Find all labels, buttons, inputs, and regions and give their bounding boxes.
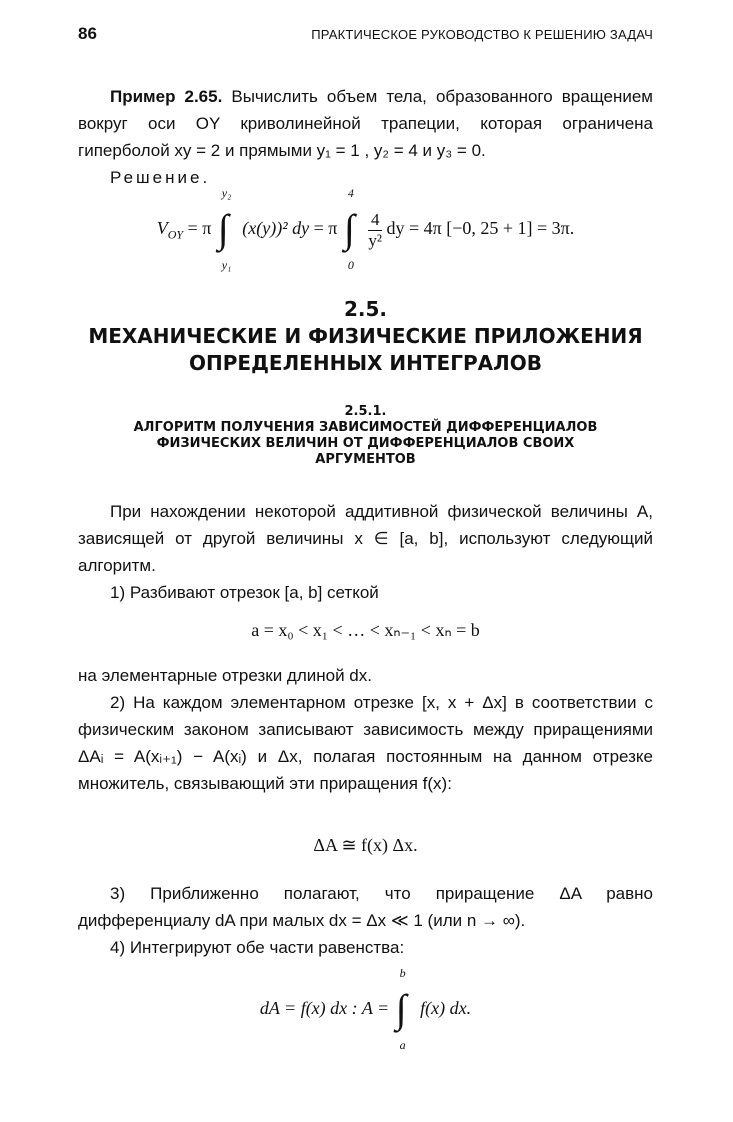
step-1: 1) Разбивают отрезок [a, b] сеткой <box>110 583 379 602</box>
volume-formula: $V_{OY} = \pi$ y₂ ∫ y₁ (x(y))² dy = π 4 ∫ 0 $\frac{4}{\text{y²}}$ dy = 4π [−0, 25 + 1] = 3π. <box>156 186 575 272</box>
body-intro: При нахождении некоторой аддитивной физической величины A, зависящей от другой величины x ∈ [a, b], используют следующий алгоритм. 1) Разбивают отрезок [a, b] сеткой <box>78 498 653 606</box>
integral-sign: y₂ ∫ y₁ <box>217 186 232 272</box>
page-header <box>78 24 653 48</box>
page-number: 86 <box>78 24 97 43</box>
delta-formula: ΔA ≅ f(x) Δx. <box>313 835 418 855</box>
integral-sign: 4 ∫ 0 <box>343 186 355 272</box>
subsection-title: 2.5.1. АЛГОРИТМ ПОЛУЧЕНИЯ ЗАВИСИМОСТЕЙ ДИФФЕРЕНЦИАЛОВ ФИЗИЧЕСКИХ ВЕЛИЧИН ОТ ДИФФЕРЕНЦИАЛОВ СВОИХ АРГУМЕНТОВ <box>133 404 598 467</box>
section-title: 2.5. МЕХАНИЧЕСКИЕ И ФИЗИЧЕСКИЕ ПРИЛОЖЕНИЯ ОПРЕДЕЛЕННЫХ ИНТЕГРАЛОВ <box>88 297 643 375</box>
example-text: Вычислить объем тела, образованного вращением вокруг оси OY криволинейной трапеции, которая ограничена гиперболой xy = 2 и прямыми y₁ = 1 , y₂ = 4 и y₃ = 0. <box>78 87 653 160</box>
solution-label: Решение. <box>110 168 211 187</box>
running-title: ПРАКТИЧЕСКОЕ РУКОВОДСТВО К РЕШЕНИЮ ЗАДАЧ <box>311 27 653 42</box>
fraction: $\frac{4}{\text{y²}}$ <box>368 209 382 250</box>
body-steps: на элементарные отрезки длиной dx. 2) На каждом элементарном отрезке [x, x + Δx] в соответствии с физическим законом записывают зависимость между приращениями ΔAᵢ = A(xᵢ₊₁) − A(xᵢ) и Δx, полагая постоянным на данном отрезке множитель, связывающий эти приращения f(x): <box>78 662 653 797</box>
example-label: Пример 2.65. <box>110 87 223 106</box>
step-2: 2) На каждом элементарном отрезке [x, x + Δx] в соответствии с физическим законом записывают зависимость между приращениями ΔAᵢ = A(xᵢ₊₁) − A(xᵢ) и Δx, полагая постоянным на данном отрезке множитель, связывающий эти приращения f(x): <box>78 693 653 793</box>
grid-formula: a = x₀ < x₁ < … < xₙ₋₁ < xₙ = b <box>251 620 480 640</box>
final-formula: dA = f(x) dx : A = b ∫ a f(x) dx. <box>259 966 472 1052</box>
body-steps-2 <box>78 880 653 961</box>
example-paragraph <box>78 83 653 191</box>
step-3: 3) Приближенно полагают, что приращение ΔA равно дифференциалу dA при малых dx = Δx ≪ 1 (или n → ∞). <box>78 884 653 930</box>
step-4: 4) Интегрируют обе части равенства: <box>110 938 405 957</box>
integral-sign: b ∫ a <box>395 966 407 1052</box>
